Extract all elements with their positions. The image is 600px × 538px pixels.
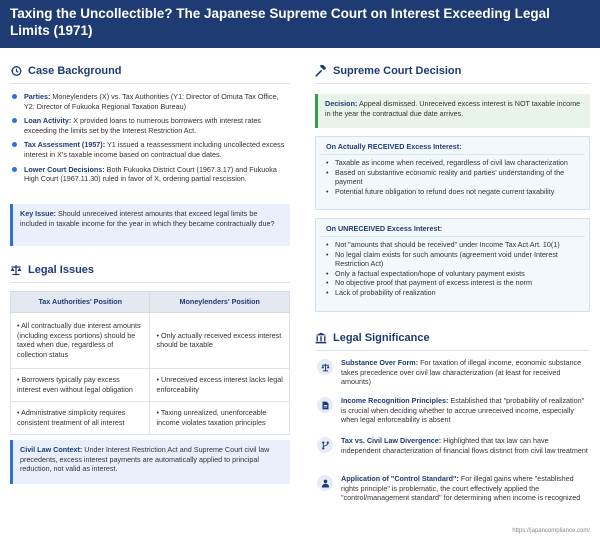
table-cell: • Borrowers typically pay excess interest even without legal obligation <box>11 368 150 401</box>
column-header: Moneylenders' Position <box>150 292 290 313</box>
decision-box: Decision: Appeal dismissed. Unreceived excess interest is NOT taxable income in the year the contractual due date arrives. <box>315 94 590 128</box>
branch-icon <box>317 437 333 453</box>
list-item: • No legal claim exists for such amounts (agreement void under Interest Restriction Act) <box>326 250 583 269</box>
list-item: • Not "amounts that should be received" under Income Tax Act Art. 10(1) <box>326 240 583 250</box>
page-header <box>0 0 600 48</box>
list-item: • Taxable as income when received, regardless of civil law characterization <box>326 158 583 168</box>
significance-item: Income Recognition Principles: Established that "probability of realization" is crucial when deciding whether to accrue unreceived income, especially when legal enforceability is absent <box>317 396 590 425</box>
table-header-row <box>11 292 290 313</box>
scale-icon <box>10 264 22 276</box>
section-divider <box>10 83 290 84</box>
case-background-heading: Case Background <box>10 65 122 77</box>
list-item: • Only a factual expectation/hope of voluntary payment exists <box>326 269 583 279</box>
person-icon <box>317 475 333 491</box>
list-item: Tax Assessment (1957): Y1 issued a reassessment including uncollected excess interest in X's taxable income based on contractual due dates. <box>12 140 290 159</box>
unreceived-interest-panel <box>315 218 590 312</box>
history-icon <box>10 65 22 77</box>
document-icon <box>317 397 333 413</box>
table-cell: • Unreceived excess interest lacks legal enforceability <box>150 368 290 401</box>
list-item: Lower Court Decisions: Both Fukuoka District Court (1967.3.17) and Fukuoka High Court (1967.11.30) ruled in favor of X, ordering partial rescission. <box>12 165 290 184</box>
list-item: • Based on substantive economic reality and parties' understanding of the payment <box>326 168 583 187</box>
list-item: • No objective proof that payment of excess interest is the norm <box>326 278 583 288</box>
legal-significance-heading: Legal Significance <box>315 332 430 344</box>
panel-title: On Actually RECEIVED Excess Interest: <box>320 137 585 155</box>
table-cell: • Administrative simplicity requires consistent treatment of all interest <box>11 401 150 434</box>
page-title: Taxing the Uncollectible? The Japanese Supreme Court on Interest Exceeding Legal Limits (1971) <box>10 6 550 38</box>
column-header: Tax Authorities' Position <box>11 292 150 313</box>
table-row <box>11 401 290 434</box>
supreme-court-decision-heading: Supreme Court Decision <box>315 65 461 77</box>
legal-issues-table <box>10 291 290 435</box>
case-background-list <box>12 92 290 184</box>
scale-icon <box>317 359 333 375</box>
gavel-icon <box>315 65 327 77</box>
section-divider <box>10 282 290 283</box>
table-row <box>11 312 290 368</box>
significance-item: Substance Over Form: For taxation of illegal income, economic substance takes precedence over civil law characterization (at least for received amounts) <box>317 358 590 387</box>
panel-title: On UNRECEIVED Excess Interest: <box>320 219 585 237</box>
footer-url[interactable]: https://japancompliance.com/ <box>512 528 590 534</box>
section-divider <box>315 83 590 84</box>
table-cell: • Only actually received excess interest should be taxable <box>150 312 290 368</box>
table-row <box>11 368 290 401</box>
significance-item: Tax vs. Civil Law Divergence: Highlighted that tax law can have independent characterization of financial flows distinct from civil law treatment <box>317 436 590 455</box>
significance-item: Application of "Control Standard": For illegal gains where "established rights principle" is problematic, the court effectively applied the "control/management standard" for determining when income is recognized <box>317 474 590 503</box>
table-cell: • All contractually due interest amounts (including excess portions) should be taxed when due, regardless of collection status <box>11 312 150 368</box>
table-cell: • Taxing unrealized, unenforceable income violates taxation principles <box>150 401 290 434</box>
list-item: Parties: Moneylenders (X) vs. Tax Authorities (Y1: Director of Omuta Tax Office, Y2: Director of Fukuoka Regional Taxation Bureau) <box>12 92 290 111</box>
institution-icon <box>315 332 327 344</box>
key-issue-box: Key Issue: Should unreceived interest amounts that exceed legal limits be included in taxable income for the year in which they became contractually due? <box>10 204 290 246</box>
list-item: • Lack of probability of realization <box>326 288 583 298</box>
received-interest-panel <box>315 136 590 210</box>
section-divider <box>315 350 590 351</box>
civil-law-context-box: Civil Law Context: Under Interest Restriction Act and Supreme Court civil law precedents, excess interest payments are automatically applied to principal reduction, not valid as interest. <box>10 440 290 484</box>
list-item: • Potential future obligation to refund does not negate current taxability <box>326 187 583 197</box>
list-item: Loan Activity: X provided loans to numerous borrowers with interest rates exceeding the limits set by the Interest Restriction Act. <box>12 116 290 135</box>
legal-issues-heading: Legal Issues <box>10 264 94 276</box>
